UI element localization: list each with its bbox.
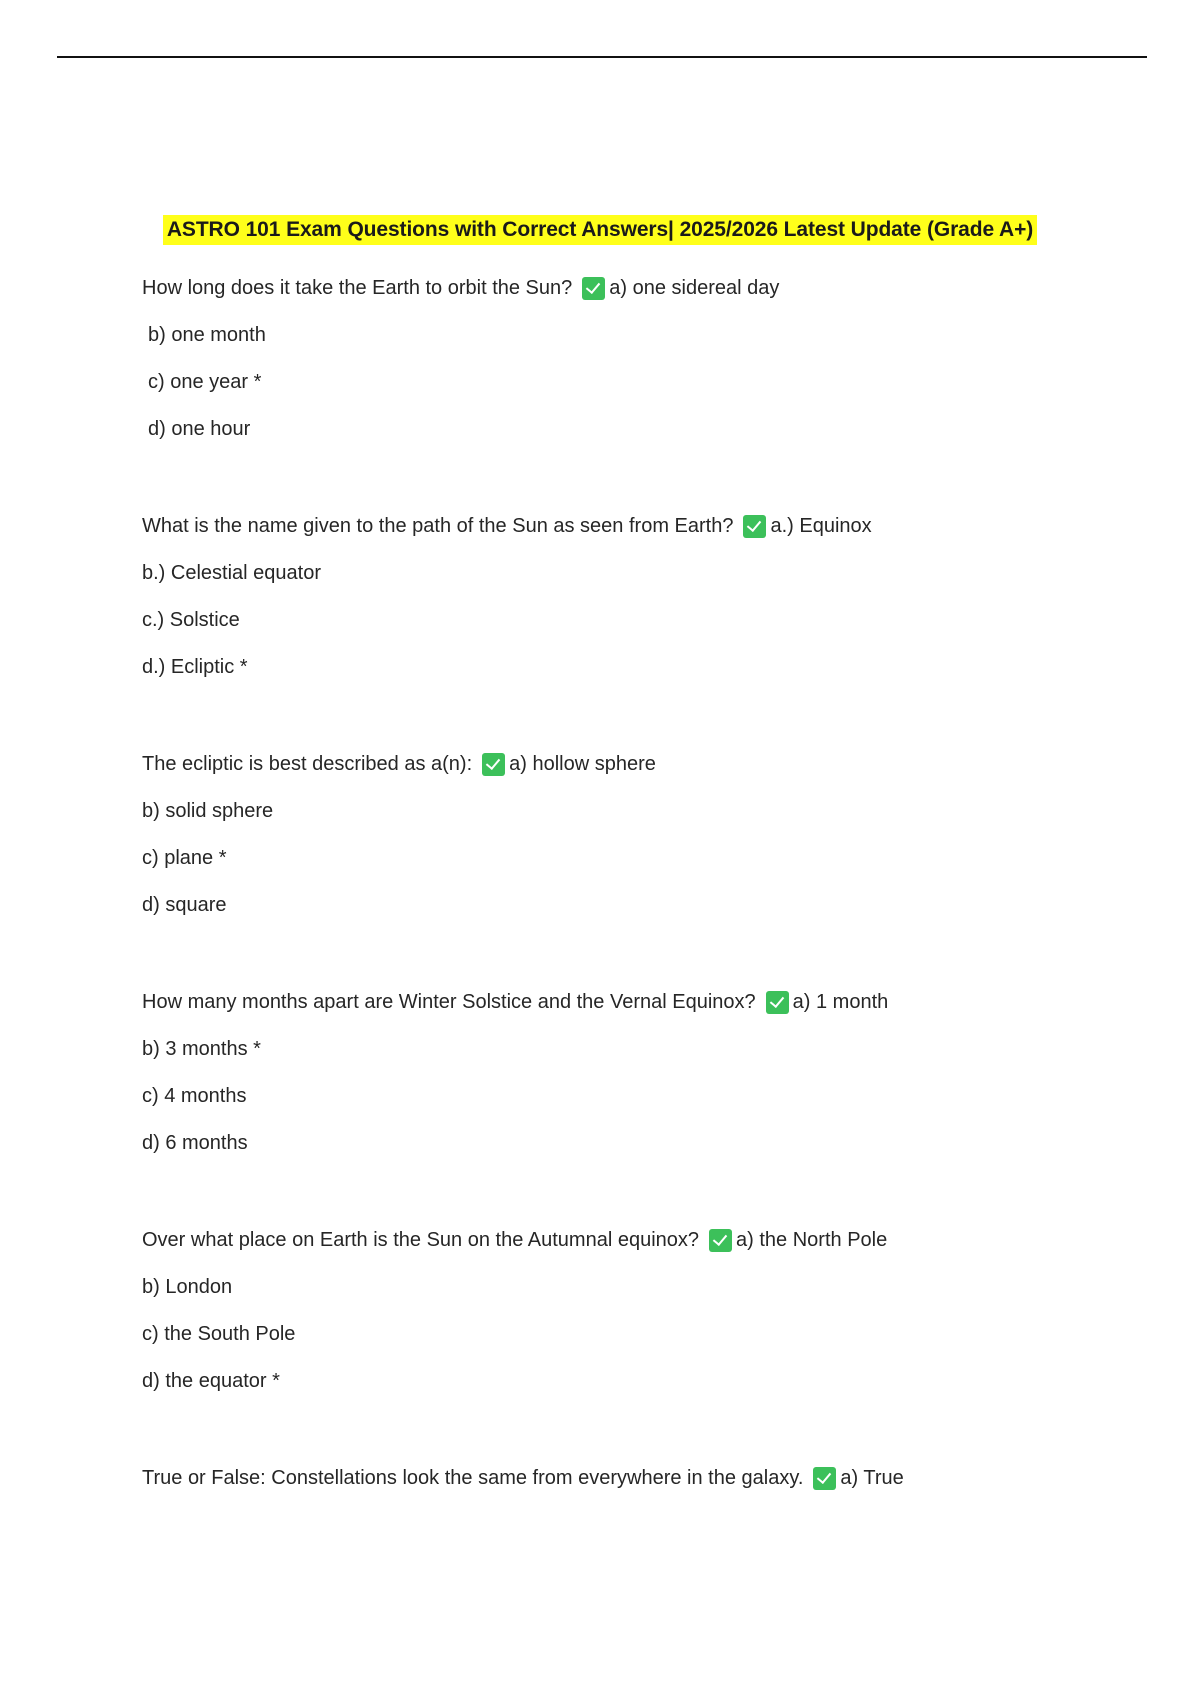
- spacer: [142, 691, 1142, 741]
- answer-option: c) the South Pole: [142, 1323, 296, 1345]
- first-option: a.) Equinox: [770, 515, 872, 537]
- question-text: Over what place on Earth is the Sun on the Autumnal equinox?: [142, 1229, 700, 1251]
- check-mark-icon: [813, 1467, 836, 1490]
- question-block: [142, 741, 1142, 929]
- check-mark-icon: [582, 277, 605, 300]
- first-option: a) True: [840, 1467, 904, 1489]
- first-option: a) the North Pole: [736, 1229, 888, 1251]
- question-block: [142, 1455, 1142, 1502]
- question-text: How long does it take the Earth to orbit the Sun?: [142, 277, 573, 299]
- question-line: [142, 979, 1142, 1026]
- question-line: [142, 265, 1142, 312]
- first-option: a) 1 month: [792, 991, 889, 1013]
- check-mark-icon: [766, 991, 789, 1014]
- question-list: [142, 265, 1142, 1502]
- spacer: [142, 1405, 1142, 1455]
- question-text: True or False: Constellations look the same from everywhere in the galaxy.: [142, 1467, 804, 1489]
- first-option: a) hollow sphere: [509, 753, 656, 775]
- document-title: ASTRO 101 Exam Questions with Correct Answers| 2025/2026 Latest Update (Grade A+): [163, 215, 1037, 245]
- check-mark-icon: [482, 753, 505, 776]
- question-block: [142, 503, 1142, 691]
- question-block: [142, 979, 1142, 1167]
- answer-option: c.) Solstice: [142, 609, 240, 631]
- answer-option: c) 4 months: [142, 1085, 247, 1107]
- question-block: [142, 265, 1142, 453]
- answer-option: d.) Ecliptic *: [142, 656, 248, 678]
- answer-option: b) one month: [148, 324, 266, 346]
- question-text: What is the name given to the path of the Sun as seen from Earth?: [142, 515, 734, 537]
- question-line: [142, 1455, 1142, 1502]
- answer-option: c) plane *: [142, 847, 227, 869]
- check-mark-icon: [743, 515, 766, 538]
- top-rule-divider: [57, 56, 1147, 58]
- answer-option: b.) Celestial equator: [142, 562, 321, 584]
- question-line: [142, 1217, 1142, 1264]
- answer-option: d) one hour: [148, 418, 251, 440]
- answer-option: c) one year *: [148, 371, 262, 393]
- answer-option: d) 6 months: [142, 1132, 248, 1154]
- spacer: [142, 1167, 1142, 1217]
- first-option: a) one sidereal day: [609, 277, 780, 299]
- check-mark-icon: [709, 1229, 732, 1252]
- answer-option: d) the equator *: [142, 1370, 280, 1392]
- answer-option: b) solid sphere: [142, 800, 274, 822]
- question-block: [142, 1217, 1142, 1405]
- answer-option: d) square: [142, 894, 227, 916]
- title-container: [0, 215, 1200, 245]
- answer-option: b) London: [142, 1276, 233, 1298]
- answer-option: b) 3 months *: [142, 1038, 261, 1060]
- question-text: The ecliptic is best described as a(n):: [142, 753, 473, 775]
- question-line: [142, 741, 1142, 788]
- spacer: [142, 929, 1142, 979]
- question-line: [142, 503, 1142, 550]
- question-text: How many months apart are Winter Solstice and the Vernal Equinox?: [142, 991, 756, 1013]
- spacer: [142, 453, 1142, 503]
